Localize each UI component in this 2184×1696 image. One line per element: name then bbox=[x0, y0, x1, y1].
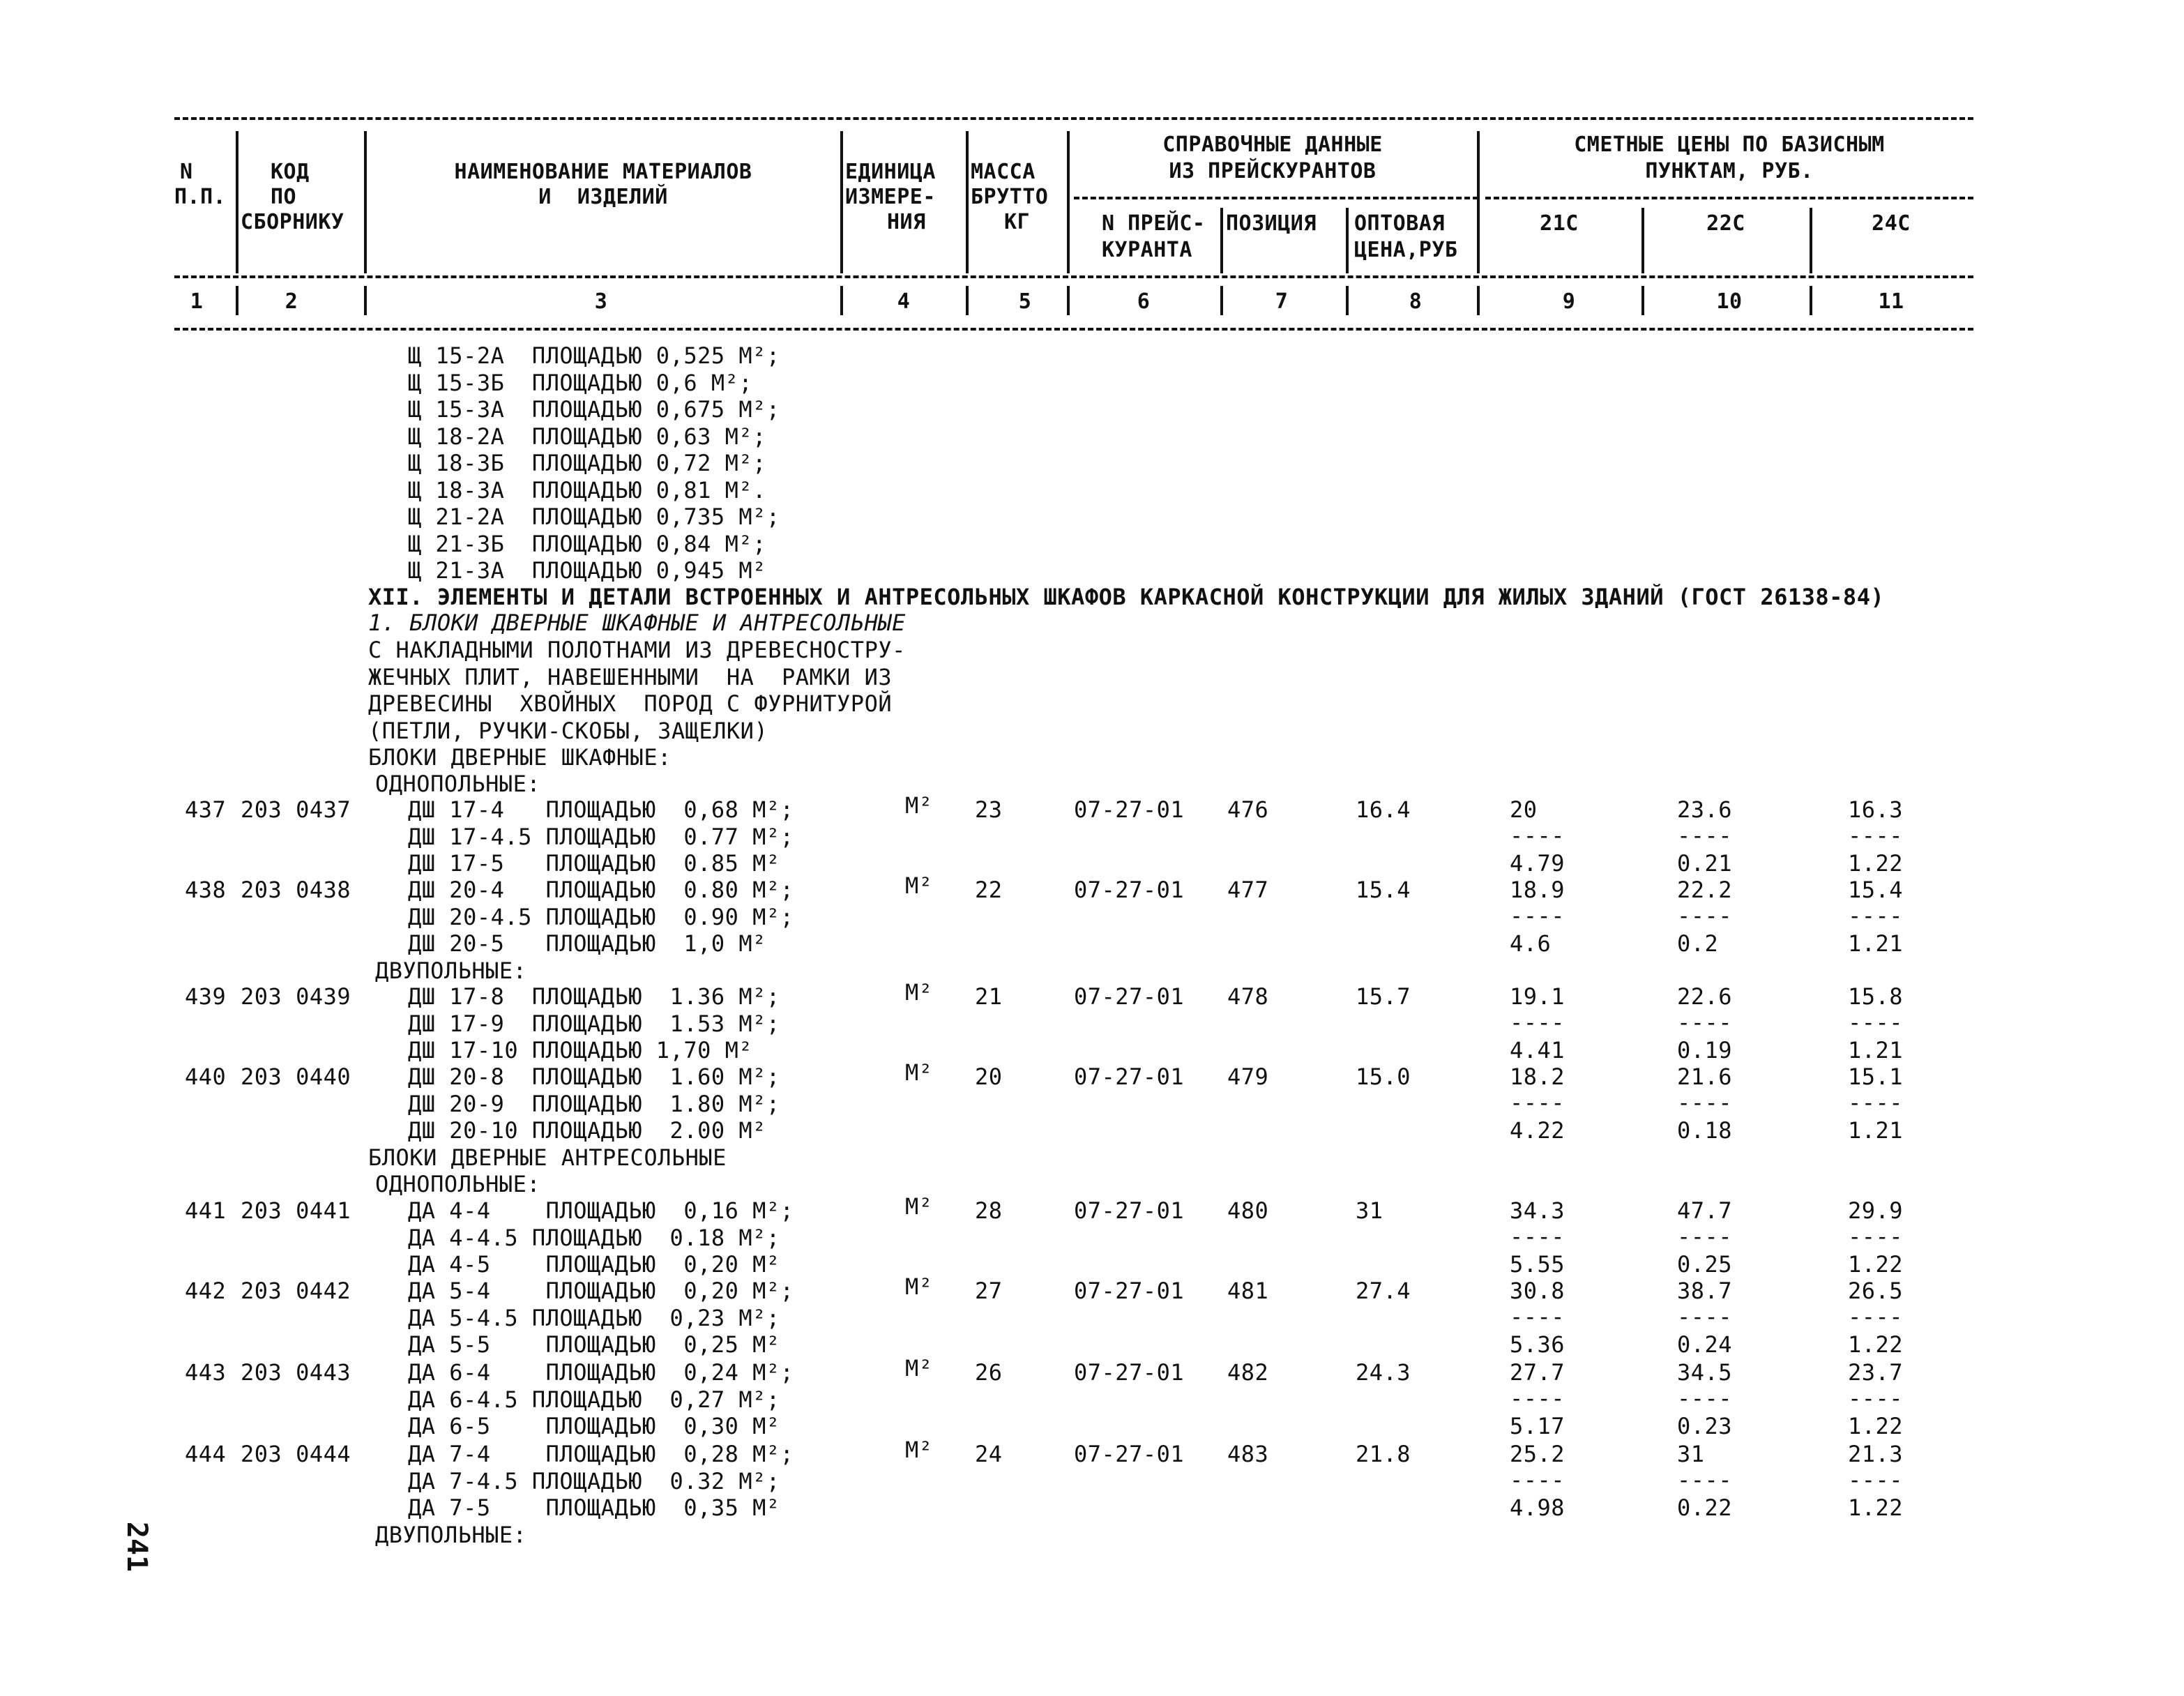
row-code: 203 0439 bbox=[241, 983, 351, 1010]
item-description-line: ДА 6-5 ПЛОЩАДЬЮ 0,30 М² bbox=[408, 1413, 780, 1439]
row-number: 442 bbox=[185, 1278, 227, 1304]
row-position: 483 bbox=[1227, 1441, 1269, 1467]
item-description-line: ДА 7-5 ПЛОЩАДЬЮ 0,35 М² bbox=[408, 1494, 780, 1521]
fraction-bar: ---- bbox=[1848, 1466, 1904, 1493]
item-description-line: ДШ 17-4 ПЛОЩАДЬЮ 0,68 М²; bbox=[408, 796, 794, 823]
column-rule bbox=[966, 286, 969, 315]
row-price-p24-transport: 1.21 bbox=[1848, 930, 1904, 957]
row-wholesale-price: 21.8 bbox=[1356, 1441, 1411, 1467]
row-price-p21: 27.7 bbox=[1510, 1359, 1565, 1386]
row-wholesale-price: 24.3 bbox=[1356, 1359, 1411, 1386]
row-price-p22: 31 bbox=[1677, 1441, 1705, 1467]
row-unit: М² bbox=[905, 1193, 933, 1220]
fraction-bar: ---- bbox=[1510, 1089, 1565, 1116]
row-price-p22-transport: 0.25 bbox=[1677, 1251, 1733, 1278]
row-price-p22-transport: 0.19 bbox=[1677, 1037, 1733, 1063]
intro-line: БЛОКИ ДВЕРНЫЕ ШКАФНЫЕ: bbox=[368, 744, 672, 771]
row-code: 203 0442 bbox=[241, 1278, 351, 1304]
fraction-bar: ---- bbox=[1848, 1222, 1904, 1250]
row-price-p24: 16.3 bbox=[1848, 796, 1904, 823]
continuation-line: Щ 21-2А ПЛОЩАДЬЮ 0,735 М²; bbox=[408, 503, 780, 530]
fraction-bar: ---- bbox=[1510, 1008, 1565, 1036]
item-description-line: ДА 6-4.5 ПЛОЩАДЬЮ 0,27 М²; bbox=[408, 1386, 780, 1413]
item-description-line: ДА 5-5 ПЛОЩАДЬЮ 0,25 М² bbox=[408, 1331, 780, 1358]
row-price-p21: 30.8 bbox=[1510, 1278, 1565, 1304]
row-price-p24: 15.4 bbox=[1848, 877, 1904, 903]
header-col-number: 11 bbox=[1878, 289, 1904, 314]
group-label: БЛОКИ ДВЕРНЫЕ АНТРЕСОЛЬНЫЕ bbox=[368, 1144, 727, 1171]
row-code: 203 0437 bbox=[241, 796, 351, 823]
row-mass: 24 bbox=[975, 1441, 1003, 1467]
fraction-bar: ---- bbox=[1848, 1008, 1904, 1036]
row-mass: 27 bbox=[975, 1278, 1003, 1304]
row-wholesale-price: 16.4 bbox=[1356, 796, 1411, 823]
prices-group-rule bbox=[1485, 197, 1973, 199]
row-price-p21: 19.1 bbox=[1510, 983, 1565, 1010]
row-number: 438 bbox=[185, 877, 227, 903]
continuation-line: Щ 18-2А ПЛОЩАДЬЮ 0,63 М²; bbox=[408, 423, 766, 450]
column-rule bbox=[840, 131, 843, 273]
row-position: 476 bbox=[1227, 796, 1269, 823]
fraction-bar: ---- bbox=[1510, 1466, 1565, 1493]
intro-line: С НАКЛАДНЫМИ ПОЛОТНАМИ ИЗ ДРЕВЕСНОСТРУ- bbox=[368, 637, 906, 663]
row-price-p24-transport: 1.21 bbox=[1848, 1037, 1904, 1063]
row-price-p21: 18.9 bbox=[1510, 877, 1565, 903]
row-price-p22: 22.6 bbox=[1677, 983, 1733, 1010]
fraction-bar: ---- bbox=[1677, 1222, 1733, 1250]
item-description-line: ДШ 20-9 ПЛОЩАДЬЮ 1.80 М²; bbox=[408, 1090, 780, 1117]
item-description-line: ДШ 20-8 ПЛОЩАДЬЮ 1.60 М²; bbox=[408, 1063, 780, 1090]
row-code: 203 0440 bbox=[241, 1063, 351, 1090]
row-price-p21-transport: 5.36 bbox=[1510, 1331, 1565, 1358]
row-price-p21-transport: 4.41 bbox=[1510, 1037, 1565, 1063]
row-number: 443 bbox=[185, 1359, 227, 1386]
header-col-num: N bbox=[180, 160, 193, 184]
row-price-p21-transport: 4.6 bbox=[1510, 930, 1552, 957]
continuation-line: Щ 18-3А ПЛОЩАДЬЮ 0,81 М². bbox=[408, 476, 766, 503]
column-rule bbox=[1346, 286, 1349, 315]
row-price-p21: 20 bbox=[1510, 796, 1538, 823]
intro-line: (ПЕТЛИ, РУЧКИ-СКОБЫ, ЗАЩЕЛКИ) bbox=[368, 717, 768, 744]
group-label: ОДНОПОЛЬНЫЕ: bbox=[375, 771, 541, 797]
fraction-bar: ---- bbox=[1677, 902, 1733, 929]
row-unit: М² bbox=[905, 872, 933, 899]
column-rule bbox=[1220, 208, 1223, 273]
item-description-line: ДШ 17-9 ПЛОЩАДЬЮ 1.53 М²; bbox=[408, 1010, 780, 1037]
fraction-bar: ---- bbox=[1848, 1384, 1904, 1411]
item-description-line: ДШ 17-4.5 ПЛОЩАДЬЮ 0.77 М²; bbox=[408, 823, 794, 850]
item-description-line: ДА 7-4.5 ПЛОЩАДЬЮ 0.32 М²; bbox=[408, 1467, 780, 1494]
continuation-line: Щ 21-3А ПЛОЩАДЬЮ 0,945 М² bbox=[408, 557, 766, 584]
header-col-number: 5 bbox=[1018, 289, 1032, 314]
column-rule bbox=[1641, 208, 1644, 273]
row-price-p24: 15.8 bbox=[1848, 983, 1904, 1010]
continuation-line: Щ 18-3Б ПЛОЩАДЬЮ 0,72 М²; bbox=[408, 450, 766, 476]
item-description-line: ДШ 20-5 ПЛОЩАДЬЮ 1,0 М² bbox=[408, 930, 766, 957]
row-number: 439 bbox=[185, 983, 227, 1010]
item-description-line: ДА 4-4 ПЛОЩАДЬЮ 0,16 М²; bbox=[408, 1197, 794, 1224]
header-col-wholesale: ЦЕНА,РУБ bbox=[1354, 238, 1458, 262]
row-mass: 28 bbox=[975, 1197, 1003, 1224]
intro-line: ДРЕВЕСИНЫ ХВОЙНЫХ ПОРОД С ФУРНИТУРОЙ bbox=[368, 690, 893, 717]
header-col-pricelist: КУРАНТА bbox=[1102, 238, 1192, 262]
row-price-p22-transport: 0.22 bbox=[1677, 1494, 1733, 1521]
item-description-line: ДА 5-4 ПЛОЩАДЬЮ 0,20 М²; bbox=[408, 1278, 794, 1304]
row-price-p22: 34.5 bbox=[1677, 1359, 1733, 1386]
section-title: XII. ЭЛЕМЕНТЫ И ДЕТАЛИ ВСТРОЕННЫХ И АНТРЕСОЛЬНЫХ ШКАФОВ КАРКАСНОЙ КОНСТРУКЦИИ ДЛЯ ЖИЛЫХ ЗДАНИЙ (ГОСТ 26138-84) bbox=[368, 584, 1885, 610]
ref-group-rule bbox=[1074, 197, 1478, 199]
item-description-line: ДА 5-4.5 ПЛОЩАДЬЮ 0,23 М²; bbox=[408, 1304, 780, 1331]
header-col-21c: 21С bbox=[1540, 211, 1579, 236]
header-col-unit: ЕДИНИЦА bbox=[845, 160, 936, 184]
header-group-ref: СПРАВОЧНЫЕ ДАННЫЕ bbox=[1162, 132, 1383, 157]
row-unit: М² bbox=[905, 792, 933, 819]
fraction-bar: ---- bbox=[1848, 1303, 1904, 1330]
header-group-prices: СМЕТНЫЕ ЦЕНЫ ПО БАЗИСНЫМ bbox=[1574, 132, 1885, 157]
column-rule bbox=[1810, 286, 1812, 315]
header-col-name: НАИМЕНОВАНИЕ МАТЕРИАЛОВ bbox=[454, 160, 752, 184]
row-price-p21-transport: 4.98 bbox=[1510, 1494, 1565, 1521]
fraction-bar: ---- bbox=[1677, 1008, 1733, 1036]
column-rule bbox=[1641, 286, 1644, 315]
column-rule bbox=[840, 286, 843, 315]
item-description-line: ДА 7-4 ПЛОЩАДЬЮ 0,28 М²; bbox=[408, 1441, 794, 1467]
column-rule bbox=[1220, 286, 1223, 315]
item-description-line: ДШ 20-4 ПЛОЩАДЬЮ 0.80 М²; bbox=[408, 877, 794, 903]
header-col-number: 8 bbox=[1409, 289, 1423, 314]
row-mass: 21 bbox=[975, 983, 1003, 1010]
header-col-number: 7 bbox=[1275, 289, 1289, 314]
row-pricelist: 07-27-01 bbox=[1074, 1278, 1185, 1304]
intro-line: ЖЕЧНЫХ ПЛИТ, НАВЕШЕННЫМИ НА РАМКИ ИЗ bbox=[368, 663, 893, 690]
row-wholesale-price: 31 bbox=[1356, 1197, 1383, 1224]
row-pricelist: 07-27-01 bbox=[1074, 1441, 1185, 1467]
fraction-bar: ---- bbox=[1510, 1384, 1565, 1411]
row-position: 477 bbox=[1227, 877, 1269, 903]
row-number: 437 bbox=[185, 796, 227, 823]
continuation-line: Щ 15-3А ПЛОЩАДЬЮ 0,675 М²; bbox=[408, 396, 780, 423]
row-pricelist: 07-27-01 bbox=[1074, 877, 1185, 903]
column-rule bbox=[1477, 286, 1480, 315]
row-price-p21-transport: 5.55 bbox=[1510, 1251, 1565, 1278]
group-label: ОДНОПОЛЬНЫЕ: bbox=[375, 1171, 541, 1197]
header-col-code: ПО bbox=[271, 185, 297, 209]
row-mass: 26 bbox=[975, 1359, 1003, 1386]
row-price-p22-transport: 0.23 bbox=[1677, 1413, 1733, 1439]
column-rule bbox=[1346, 208, 1349, 273]
fraction-bar: ---- bbox=[1848, 821, 1904, 849]
row-price-p21: 34.3 bbox=[1510, 1197, 1565, 1224]
row-price-p21-transport: 5.17 bbox=[1510, 1413, 1565, 1439]
fraction-bar: ---- bbox=[1510, 1303, 1565, 1330]
fraction-bar: ---- bbox=[1677, 821, 1733, 849]
row-number: 440 bbox=[185, 1063, 227, 1090]
header-mid-rule bbox=[174, 275, 1973, 278]
row-unit: М² bbox=[905, 1059, 933, 1086]
item-description-line: ДШ 17-8 ПЛОЩАДЬЮ 1.36 М²; bbox=[408, 983, 780, 1010]
header-col-number: 6 bbox=[1137, 289, 1151, 314]
fraction-bar: ---- bbox=[1677, 1089, 1733, 1116]
item-description-line: ДШ 17-5 ПЛОЩАДЬЮ 0.85 М² bbox=[408, 850, 780, 877]
row-number: 444 bbox=[185, 1441, 227, 1467]
header-group-prices: ПУНКТАМ, РУБ. bbox=[1645, 159, 1814, 183]
header-col-22c: 22С bbox=[1706, 211, 1745, 236]
fraction-bar: ---- bbox=[1510, 1222, 1565, 1250]
row-price-p24-transport: 1.22 bbox=[1848, 1413, 1904, 1439]
continuation-line: Щ 15-3Б ПЛОЩАДЬЮ 0,6 М²; bbox=[408, 369, 753, 396]
continuation-line: Щ 21-3Б ПЛОЩАДЬЮ 0,84 М²; bbox=[408, 530, 766, 557]
header-col-number: 10 bbox=[1716, 289, 1743, 314]
row-price-p22: 38.7 bbox=[1677, 1278, 1733, 1304]
column-rule bbox=[966, 131, 969, 273]
row-unit: М² bbox=[905, 979, 933, 1006]
header-col-name: И ИЗДЕЛИЙ bbox=[538, 185, 668, 209]
item-description-line: ДА 4-4.5 ПЛОЩАДЬЮ 0.18 М²; bbox=[408, 1224, 780, 1251]
header-col-code: КОД bbox=[271, 160, 310, 184]
row-pricelist: 07-27-01 bbox=[1074, 796, 1185, 823]
group-label: ДВУПОЛЬНЫЕ: bbox=[375, 1521, 527, 1548]
row-price-p22: 22.2 bbox=[1677, 877, 1733, 903]
row-code: 203 0444 bbox=[241, 1441, 351, 1467]
fraction-bar: ---- bbox=[1848, 902, 1904, 929]
column-rule bbox=[236, 131, 238, 273]
header-col-num: П.П. bbox=[174, 185, 227, 209]
item-description-line: ДШ 20-10 ПЛОЩАДЬЮ 2.00 М² bbox=[408, 1117, 766, 1144]
column-rule bbox=[364, 286, 367, 315]
row-price-p22-transport: 0.24 bbox=[1677, 1331, 1733, 1358]
row-position: 479 bbox=[1227, 1063, 1269, 1090]
row-code: 203 0443 bbox=[241, 1359, 351, 1386]
row-wholesale-price: 27.4 bbox=[1356, 1278, 1411, 1304]
row-price-p24: 23.7 bbox=[1848, 1359, 1904, 1386]
row-price-p22-transport: 0.2 bbox=[1677, 930, 1719, 957]
row-price-p21-transport: 4.22 bbox=[1510, 1117, 1565, 1144]
row-position: 482 bbox=[1227, 1359, 1269, 1386]
row-mass: 20 bbox=[975, 1063, 1003, 1090]
column-rule bbox=[1067, 286, 1070, 315]
fraction-bar: ---- bbox=[1677, 1466, 1733, 1493]
row-position: 480 bbox=[1227, 1197, 1269, 1224]
row-code: 203 0441 bbox=[241, 1197, 351, 1224]
row-price-p21-transport: 4.79 bbox=[1510, 850, 1565, 877]
header-col-mass: КГ bbox=[1004, 210, 1031, 234]
row-price-p24-transport: 1.21 bbox=[1848, 1117, 1904, 1144]
row-position: 478 bbox=[1227, 983, 1269, 1010]
item-description-line: ДА 4-5 ПЛОЩАДЬЮ 0,20 М² bbox=[408, 1251, 780, 1278]
item-description-line: ДШ 17-10 ПЛОЩАДЬЮ 1,70 М² bbox=[408, 1037, 753, 1063]
fraction-bar: ---- bbox=[1510, 821, 1565, 849]
column-rule bbox=[1810, 208, 1812, 273]
row-code: 203 0438 bbox=[241, 877, 351, 903]
header-col-number: 4 bbox=[897, 289, 911, 314]
header-col-unit: ИЗМЕРЕ- bbox=[845, 185, 936, 209]
column-rule bbox=[364, 131, 367, 273]
header-col-number: 9 bbox=[1562, 289, 1576, 314]
row-price-p24-transport: 1.22 bbox=[1848, 1494, 1904, 1521]
header-col-mass: БРУТТО bbox=[971, 185, 1049, 209]
row-mass: 23 bbox=[975, 796, 1003, 823]
header-col-number: 2 bbox=[285, 289, 298, 314]
header-col-position: ПОЗИЦИЯ bbox=[1226, 211, 1317, 236]
header-col-code: СБОРНИКУ bbox=[241, 210, 344, 234]
row-price-p22: 21.6 bbox=[1677, 1063, 1733, 1090]
row-wholesale-price: 15.7 bbox=[1356, 983, 1411, 1010]
row-price-p24-transport: 1.22 bbox=[1848, 850, 1904, 877]
row-price-p24: 26.5 bbox=[1848, 1278, 1904, 1304]
row-mass: 22 bbox=[975, 877, 1003, 903]
row-unit: М² bbox=[905, 1355, 933, 1381]
header-col-unit: НИЯ bbox=[887, 210, 926, 234]
continuation-line: Щ 15-2А ПЛОЩАДЬЮ 0,525 М²; bbox=[408, 342, 780, 369]
row-price-p22-transport: 0.18 bbox=[1677, 1117, 1733, 1144]
column-rule bbox=[1477, 131, 1480, 273]
row-wholesale-price: 15.0 bbox=[1356, 1063, 1411, 1090]
subsection-title: 1. БЛОКИ ДВЕРНЫЕ ШКАФНЫЕ И АНТРЕСОЛЬНЫЕ bbox=[368, 610, 906, 636]
group-label: ДВУПОЛЬНЫЕ: bbox=[375, 957, 527, 984]
row-pricelist: 07-27-01 bbox=[1074, 1197, 1185, 1224]
item-description-line: ДА 6-4 ПЛОЩАДЬЮ 0,24 М²; bbox=[408, 1359, 794, 1386]
row-price-p24: 15.1 bbox=[1848, 1063, 1904, 1090]
row-position: 481 bbox=[1227, 1278, 1269, 1304]
header-col-number: 1 bbox=[190, 289, 204, 314]
row-price-p22: 23.6 bbox=[1677, 796, 1733, 823]
header-col-mass: МАССА bbox=[971, 160, 1036, 184]
page-number: 241 bbox=[121, 1521, 153, 1573]
fraction-bar: ---- bbox=[1848, 1089, 1904, 1116]
header-col-number: 3 bbox=[594, 289, 608, 314]
row-price-p24: 29.9 bbox=[1848, 1197, 1904, 1224]
row-price-p24: 21.3 bbox=[1848, 1441, 1904, 1467]
item-description-line: ДШ 20-4.5 ПЛОЩАДЬЮ 0.90 М²; bbox=[408, 903, 794, 930]
column-rule bbox=[236, 286, 238, 315]
row-wholesale-price: 15.4 bbox=[1356, 877, 1411, 903]
header-col-pricelist: N ПРЕЙС- bbox=[1102, 211, 1206, 236]
row-unit: М² bbox=[905, 1273, 933, 1300]
row-unit: М² bbox=[905, 1437, 933, 1463]
header-col-24c: 24С bbox=[1872, 211, 1911, 236]
header-top-rule bbox=[174, 117, 1973, 120]
row-price-p21: 18.2 bbox=[1510, 1063, 1565, 1090]
header-group-ref: ИЗ ПРЕЙСКУРАНТОВ bbox=[1169, 159, 1377, 183]
row-price-p22: 47.7 bbox=[1677, 1197, 1733, 1224]
column-rule bbox=[1067, 131, 1070, 273]
row-pricelist: 07-27-01 bbox=[1074, 1063, 1185, 1090]
fraction-bar: ---- bbox=[1677, 1384, 1733, 1411]
header-col-wholesale: ОПТОВАЯ bbox=[1354, 211, 1445, 236]
fraction-bar: ---- bbox=[1677, 1303, 1733, 1330]
row-price-p21: 25.2 bbox=[1510, 1441, 1565, 1467]
row-price-p24-transport: 1.22 bbox=[1848, 1331, 1904, 1358]
row-pricelist: 07-27-01 bbox=[1074, 1359, 1185, 1386]
fraction-bar: ---- bbox=[1510, 902, 1565, 929]
row-price-p24-transport: 1.22 bbox=[1848, 1251, 1904, 1278]
row-pricelist: 07-27-01 bbox=[1074, 983, 1185, 1010]
row-price-p22-transport: 0.21 bbox=[1677, 850, 1733, 877]
header-bottom-rule bbox=[174, 328, 1973, 331]
row-number: 441 bbox=[185, 1197, 227, 1224]
